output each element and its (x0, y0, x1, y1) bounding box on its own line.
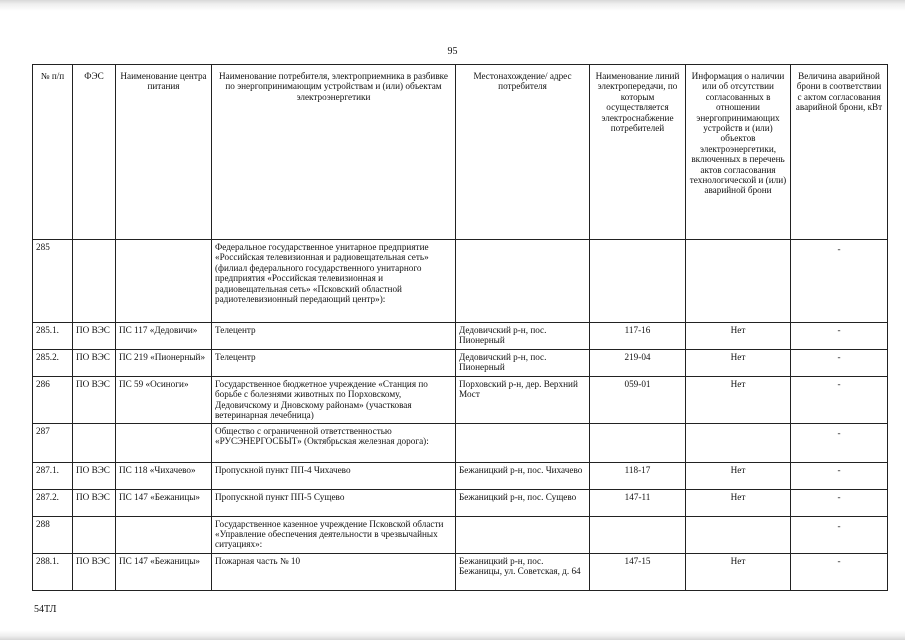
cell-power-center (116, 423, 212, 462)
cell-reserve-value: - (791, 489, 888, 516)
cell-power-line (590, 240, 686, 323)
cell-consumer: Пропускной пункт ПП-4 Чихачево (212, 462, 456, 489)
cell-number: 285.2. (33, 350, 73, 377)
cell-consumer: Пожарная часть № 10 (212, 553, 456, 590)
cell-agreement-info: Нет (686, 350, 791, 377)
cell-location: Бежаницкий р-н, пос. Бежаницы, ул. Советская, д. 64 (456, 553, 590, 590)
cell-number: 288.1. (33, 553, 73, 590)
cell-power-line: 147-11 (590, 489, 686, 516)
cell-number: 285.1. (33, 323, 73, 350)
cell-power-line: 118-17 (590, 462, 686, 489)
table-row (33, 553, 888, 590)
cell-number: 288 (33, 516, 73, 553)
cell-fes: ПО ВЭС (73, 553, 116, 590)
table-row (33, 377, 888, 424)
scan-top-edge (0, 0, 905, 12)
cell-power-center: ПС 147 «Бежаницы» (116, 553, 212, 590)
cell-fes (73, 240, 116, 323)
cell-fes: ПО ВЭС (73, 377, 116, 424)
header-agreement-info: Информация о наличии или об отсутствии согласованных в отношении энергопринимающих устройств и (или) объектов электроэнергетики, включенных в перечень актов согласования технологической и (или) аварийной брони (686, 65, 791, 240)
cell-reserve-value: - (791, 423, 888, 462)
cell-consumer: Федеральное государственное унитарное предприятие «Российская телевизионная и радиовещательная сеть» (филиал федерального государственного унитарного предприятия «Российская телевизионная и радиовещательная сеть» «Псковский областной радиотелевизионный передающий центр»): (212, 240, 456, 323)
cell-agreement-info: Нет (686, 323, 791, 350)
energy-reserve-table (32, 64, 888, 591)
cell-power-line: 059-01 (590, 377, 686, 424)
header-power-line: Наименование линий электропередачи, по которым осуществляется электроснабжение потребителей (590, 65, 686, 240)
cell-fes (73, 423, 116, 462)
cell-consumer: Телецентр (212, 323, 456, 350)
cell-number: 287 (33, 423, 73, 462)
table-row (33, 323, 888, 350)
cell-power-center (116, 240, 212, 323)
cell-fes (73, 516, 116, 553)
cell-agreement-info (686, 516, 791, 553)
cell-power-line (590, 516, 686, 553)
table-row (33, 516, 888, 553)
cell-number: 285 (33, 240, 73, 323)
cell-reserve-value: - (791, 323, 888, 350)
table-row (33, 462, 888, 489)
cell-fes: ПО ВЭС (73, 489, 116, 516)
header-fes: ФЭС (73, 65, 116, 240)
cell-reserve-value: - (791, 350, 888, 377)
table-row (33, 489, 888, 516)
cell-fes: ПО ВЭС (73, 462, 116, 489)
cell-agreement-info (686, 423, 791, 462)
header-reserve-value: Величина аварийной брони в соответствии с актом согласования аварийной брони, кВт (791, 65, 888, 240)
cell-reserve-value: - (791, 377, 888, 424)
cell-power-center: ПС 59 «Осиноги» (116, 377, 212, 424)
cell-power-line: 117-16 (590, 323, 686, 350)
table-header-row (33, 65, 888, 240)
table-row (33, 240, 888, 323)
cell-agreement-info: Нет (686, 462, 791, 489)
cell-number: 287.2. (33, 489, 73, 516)
cell-number: 287.1. (33, 462, 73, 489)
cell-power-line: 219-04 (590, 350, 686, 377)
cell-power-center: ПС 117 «Дедовичи» (116, 323, 212, 350)
cell-number: 286 (33, 377, 73, 424)
cell-location: Дедовичский р-н, пос. Пионерный (456, 350, 590, 377)
cell-reserve-value: - (791, 462, 888, 489)
cell-consumer: Телецентр (212, 350, 456, 377)
cell-location (456, 516, 590, 553)
cell-agreement-info: Нет (686, 489, 791, 516)
cell-location: Бежаницкий р-н, пос. Чихачево (456, 462, 590, 489)
header-power-center: Наименование центра питания (116, 65, 212, 240)
cell-reserve-value: - (791, 553, 888, 590)
cell-power-center (116, 516, 212, 553)
scan-bottom-edge (0, 630, 905, 640)
cell-fes: ПО ВЭС (73, 323, 116, 350)
cell-location (456, 423, 590, 462)
cell-location: Порховский р-н, дер. Верхний Мост (456, 377, 590, 424)
cell-power-center: ПС 219 «Пионерный» (116, 350, 212, 377)
cell-reserve-value: - (791, 516, 888, 553)
cell-location: Бежаницкий р-н, пос. Сущево (456, 489, 590, 516)
table-row (33, 423, 888, 462)
table-row (33, 350, 888, 377)
cell-consumer: Государственное казенное учреждение Псковской области «Управление обеспечения деятельности в чрезвычайных ситуациях»: (212, 516, 456, 553)
header-number: № п/п (33, 65, 73, 240)
cell-agreement-info: Нет (686, 377, 791, 424)
cell-fes: ПО ВЭС (73, 350, 116, 377)
page-number: 95 (447, 46, 458, 57)
cell-consumer: Государственное бюджетное учреждение «Станция по борьбе с болезнями животных по Порховскому, Дедовичскому и Дновскому районам» (участковая ветеринарная лечебница) (212, 377, 456, 424)
footer-doc-code: 54ТЛ (34, 604, 57, 615)
cell-power-center: ПС 118 «Чихачево» (116, 462, 212, 489)
cell-power-line (590, 423, 686, 462)
cell-location (456, 240, 590, 323)
cell-reserve-value: - (791, 240, 888, 323)
cell-location: Дедовичский р-н, пос. Пионерный (456, 323, 590, 350)
header-consumer: Наименование потребителя, электроприемника в разбивке по энергопринимающим устройствам и (или) объектам электроэнергетики (212, 65, 456, 240)
cell-consumer: Пропускной пункт ПП-5 Сущево (212, 489, 456, 516)
header-location: Местонахождение/ адрес потребителя (456, 65, 590, 240)
cell-power-center: ПС 147 «Бежаницы» (116, 489, 212, 516)
cell-agreement-info (686, 240, 791, 323)
cell-agreement-info: Нет (686, 553, 791, 590)
cell-power-line: 147-15 (590, 553, 686, 590)
cell-consumer: Общество с ограниченной ответственностью «РУСЭНЕРГОСБЫТ» (Октябрьская железная дорога): (212, 423, 456, 462)
